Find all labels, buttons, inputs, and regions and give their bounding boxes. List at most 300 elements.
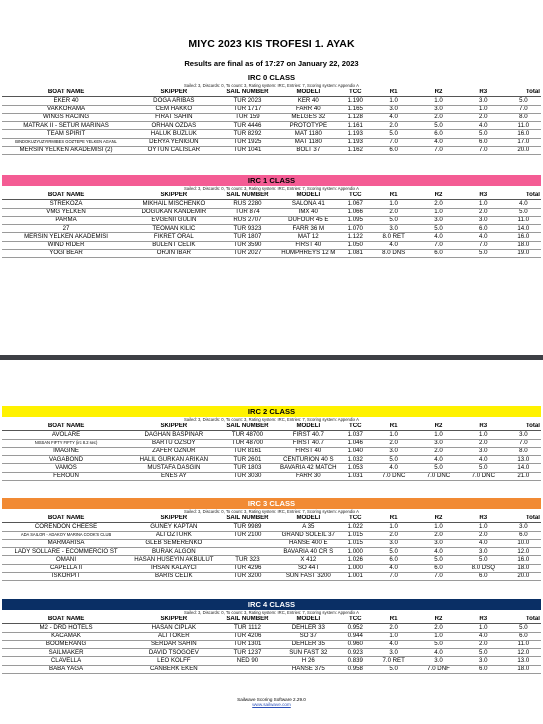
cell-r3: 6.0 [461, 573, 506, 581]
cell-r2: 1.0 [416, 523, 461, 531]
cell-skipper: BARIS CELIK [130, 573, 218, 581]
cell-r1: 7.0 [371, 138, 416, 146]
cell-tcc: 1.040 [339, 447, 371, 455]
cell-skipper: HASAN HUSEYIN AKBULUT [130, 556, 218, 564]
cell-total: 16.0 [506, 233, 541, 241]
cell-total: 7.0 [506, 439, 541, 447]
column-header-r1: R1 [371, 616, 416, 624]
cell-sail: TUR 1807 [218, 233, 278, 241]
cell-boat: LADY SOLLARE - ECOMMERCIO ST [2, 548, 130, 556]
cell-boat: PARMA [2, 216, 130, 224]
class-block-irc1 [2, 175, 541, 258]
cell-boat: VAMOS [2, 464, 130, 472]
cell-boat: MERSIN YELKEN AKADEMISI [2, 233, 130, 241]
table-row [2, 216, 541, 224]
column-header-tcc: TCC [339, 89, 371, 97]
cell-tcc: 1.066 [339, 208, 371, 216]
cell-tcc: 1.122 [339, 233, 371, 241]
table-row [2, 472, 541, 480]
cell-skipper: BARTU OZSOY [130, 439, 218, 447]
class-block-irc4 [2, 599, 541, 674]
cell-r3: 2.0 [461, 439, 506, 447]
cell-skipper: FIKRET ORAL [130, 233, 218, 241]
cell-r2: 4.0 [416, 456, 461, 464]
cell-sail: TUR 8161 [218, 447, 278, 455]
cell-sail: TUR 48700 [218, 439, 278, 447]
cell-tcc: 1.053 [339, 464, 371, 472]
cell-tcc: 1.026 [339, 556, 371, 564]
cell-boat: 27 [2, 225, 130, 233]
class-meta: Sailed: 3, Discards: 0, To count: 3, Rating system: IRC, Entries: 7, Scoring system: Appendix A [184, 186, 359, 191]
column-header-tcc: TCC [339, 423, 371, 431]
cell-model: DUFOUR 45 E [277, 216, 339, 224]
cell-sail: TUR 1112 [218, 624, 278, 632]
cell-r2: 2.0 [416, 113, 461, 121]
cell-boat: CORENDON CHEESE [2, 523, 130, 531]
column-header-total: Total [506, 89, 541, 97]
cell-tcc: 1.000 [339, 548, 371, 556]
cell-sail [218, 665, 278, 673]
results-table [2, 192, 541, 258]
cell-total: 13.0 [506, 456, 541, 464]
results-table [2, 89, 541, 155]
cell-tcc: 1.070 [339, 225, 371, 233]
cell-r1: 5.0 [371, 665, 416, 673]
cell-total: 7.0 [506, 105, 541, 113]
column-header-r1: R1 [371, 192, 416, 200]
cell-tcc: 1.022 [339, 523, 371, 531]
column-header-total: Total [506, 423, 541, 431]
cell-sail: NED 90 [218, 657, 278, 665]
cell-total: 16.0 [506, 130, 541, 138]
column-header-r2: R2 [416, 192, 461, 200]
cell-r1: 1.0 [371, 431, 416, 439]
class-block-irc3 [2, 498, 541, 581]
column-header-sail: SAIL NUMBER [218, 89, 278, 97]
column-header-r1: R1 [371, 89, 416, 97]
cell-boat: WIND RIDER [2, 241, 130, 249]
cell-skipper: HALIL GURKAN ARIKAN [130, 456, 218, 464]
cell-r1: 4.0 [371, 640, 416, 648]
cell-total: 6.0 [506, 531, 541, 539]
column-header-r2: R2 [416, 89, 461, 97]
cell-r1: 1.0 [371, 632, 416, 640]
column-header-r3: R3 [461, 515, 506, 523]
cell-r2: 7.0 [416, 241, 461, 249]
cell-sail: TUR 4206 [218, 632, 278, 640]
cell-r1: 5.0 [371, 456, 416, 464]
cell-skipper: GLEB SEMERENKO [130, 539, 218, 547]
table-row [2, 105, 541, 113]
cell-skipper: ORHAN OZDAS [130, 122, 218, 130]
cell-model: FARR 30 [277, 472, 339, 480]
cell-boat: YOGI BEAR [2, 250, 130, 258]
cell-total: 13.0 [506, 657, 541, 665]
cell-r2: 6.0 [416, 130, 461, 138]
column-header-boat: BOAT NAME [2, 89, 130, 97]
cell-r1: 1.0 [371, 97, 416, 105]
cell-model: MAT 12 [277, 233, 339, 241]
cell-tcc: 1.128 [339, 113, 371, 121]
cell-total: 6.0 [506, 632, 541, 640]
cell-sail: TUR 2023 [218, 97, 278, 105]
cell-model: SALONA 41 [277, 200, 339, 208]
cell-skipper: IHSAN KALAYCI [130, 564, 218, 572]
column-header-r1: R1 [371, 423, 416, 431]
table-row [2, 122, 541, 130]
cell-r1: 4.0 [371, 241, 416, 249]
cell-r2: 3.0 [416, 105, 461, 113]
cell-model: FIRST 40 [277, 447, 339, 455]
cell-skipper: DAVID TSOGOEV [130, 649, 218, 657]
cell-sail: TUR 2100 [218, 531, 278, 539]
cell-skipper: GUNEY KAPTAN [130, 523, 218, 531]
column-header-total: Total [506, 192, 541, 200]
cell-boat: CLAVELLA [2, 657, 130, 665]
cell-sail: TUR 2027 [218, 250, 278, 258]
cell-model: A 35 [277, 523, 339, 531]
cell-model: CENTURION 40 S [277, 456, 339, 464]
cell-boat: VAKKORAMA [2, 105, 130, 113]
cell-model: BAVARIA 40 CR S [277, 548, 339, 556]
cell-r3: 1.0 [461, 431, 506, 439]
table-row [2, 640, 541, 648]
cell-sail [218, 548, 278, 556]
cell-skipper: CEM HAKKO [130, 105, 218, 113]
cell-r1: 3.0 [371, 105, 416, 113]
table-header-row [2, 423, 541, 431]
table-row [2, 523, 541, 531]
column-header-sail: SAIL NUMBER [218, 515, 278, 523]
column-header-r2: R2 [416, 515, 461, 523]
cell-model: FIRST 40 [277, 241, 339, 249]
cell-skipper: SERDAR SAHIN [130, 640, 218, 648]
results-table [2, 423, 541, 481]
class-block-irc0 [2, 72, 541, 155]
cell-skipper: MIKHAIL MISCHENKO [130, 200, 218, 208]
cell-skipper: ZAFER OZNUR [130, 447, 218, 455]
cell-r2: 2.0 [416, 624, 461, 632]
cell-total: 3.0 [506, 431, 541, 439]
table-row [2, 147, 541, 155]
cell-r2: 5.0 [416, 556, 461, 564]
cell-model: HANSE 375 [277, 665, 339, 673]
cell-total: 12.0 [506, 649, 541, 657]
cell-r2: 2.0 [416, 531, 461, 539]
column-header-r3: R3 [461, 423, 506, 431]
table-header-row [2, 616, 541, 624]
cell-r2: 3.0 [416, 539, 461, 547]
cell-sail: TUR 9323 [218, 225, 278, 233]
cell-r1: 1.0 [371, 200, 416, 208]
class-header: IRC 1 CLASS [2, 175, 541, 186]
cell-tcc: 1.095 [339, 216, 371, 224]
table-row [2, 225, 541, 233]
cell-boat: IMAGINE [2, 447, 130, 455]
table-row [2, 456, 541, 464]
column-header-total: Total [506, 515, 541, 523]
table-row [2, 250, 541, 258]
cell-tcc: 1.193 [339, 130, 371, 138]
cell-boat: TEAM SPIRIT [2, 130, 130, 138]
cell-total: 18.0 [506, 564, 541, 572]
cell-tcc: 1.032 [339, 456, 371, 464]
cell-total: 18.0 [506, 241, 541, 249]
cell-r2: 1.0 [416, 431, 461, 439]
cell-r2: 5.0 [416, 464, 461, 472]
cell-model: IMX 40 [277, 208, 339, 216]
column-header-r3: R3 [461, 192, 506, 200]
cell-r3: 3.0 [461, 447, 506, 455]
column-header-tcc: TCC [339, 616, 371, 624]
cell-r2: 1.0 [416, 97, 461, 105]
cell-tcc: 1.193 [339, 138, 371, 146]
column-header-r3: R3 [461, 89, 506, 97]
results-table [2, 515, 541, 581]
cell-r1: 3.0 [371, 539, 416, 547]
cell-total: 5.0 [506, 97, 541, 105]
cell-sail: TUR 2601 [218, 456, 278, 464]
cell-r3: 3.0 [461, 657, 506, 665]
cell-model: BOLT 37 [277, 147, 339, 155]
cell-r3: 5.0 [461, 464, 506, 472]
cell-total: 3.0 [506, 523, 541, 531]
cell-tcc: 1.000 [339, 564, 371, 572]
column-header-r2: R2 [416, 616, 461, 624]
cell-r1: 4.0 [371, 113, 416, 121]
cell-r1: 7.0 RET [371, 657, 416, 665]
cell-r2: 7.0 [416, 573, 461, 581]
table-row [2, 657, 541, 665]
column-header-boat: BOAT NAME [2, 515, 130, 523]
cell-model: KER 40 [277, 97, 339, 105]
column-header-model: MODELI [277, 89, 339, 97]
cell-tcc: 1.046 [339, 439, 371, 447]
table-row [2, 564, 541, 572]
cell-r2: 6.0 [416, 564, 461, 572]
cell-r3: 6.0 [461, 665, 506, 673]
cell-model: H 26 [277, 657, 339, 665]
cell-sail: TUR 1717 [218, 105, 278, 113]
cell-model: FARR 36 M [277, 225, 339, 233]
cell-skipper: ALI TOKER [130, 632, 218, 640]
cell-r3: 1.0 [461, 523, 506, 531]
cell-model: HANSE 400 E [277, 539, 339, 547]
cell-r1: 4.0 [371, 564, 416, 572]
column-header-r2: R2 [416, 423, 461, 431]
cell-r2: 5.0 [416, 122, 461, 130]
cell-r1: 5.0 [371, 548, 416, 556]
cell-total: 11.0 [506, 640, 541, 648]
table-row [2, 632, 541, 640]
cell-sail: TUR 48700 [218, 431, 278, 439]
cell-r3: 4.0 [461, 539, 506, 547]
class-header: IRC 2 CLASS [2, 406, 541, 417]
column-header-tcc: TCC [339, 515, 371, 523]
cell-r1: 8.0 DNS [371, 250, 416, 258]
cell-model: MELGES 32 [277, 113, 339, 121]
cell-r2: 4.0 [416, 233, 461, 241]
column-header-r3: R3 [461, 616, 506, 624]
column-header-boat: BOAT NAME [2, 192, 130, 200]
cell-r2: 7.0 [416, 147, 461, 155]
cell-tcc: 0.960 [339, 640, 371, 648]
cell-r3: 4.0 [461, 632, 506, 640]
cell-r3: 2.0 [461, 208, 506, 216]
cell-boat: STREKOZA [2, 200, 130, 208]
cell-r2: 5.0 [416, 640, 461, 648]
cell-model: PROTOTYPE [277, 122, 339, 130]
cell-r3: 1.0 [461, 624, 506, 632]
cell-r2: 1.0 [416, 208, 461, 216]
cell-model: SUN FAST 3200 [277, 573, 339, 581]
table-row [2, 556, 541, 564]
table-row [2, 573, 541, 581]
table-row [2, 447, 541, 455]
cell-r2: 2.0 [416, 200, 461, 208]
cell-total: 20.0 [506, 147, 541, 155]
page-divider [0, 355, 543, 360]
cell-r2: 7.0 DNC [416, 472, 461, 480]
sailwave-link[interactable]: www.sailwave.com [252, 702, 291, 707]
footer [0, 697, 543, 707]
cell-boat: BABA YAGA [2, 665, 130, 673]
cell-sail: TUR 3030 [218, 472, 278, 480]
cell-skipper: DAGHAN BASPINAR [130, 431, 218, 439]
cell-boat: BOOMERANG [2, 640, 130, 648]
cell-r3: 4.0 [461, 456, 506, 464]
cell-skipper: BULENT CELIK [130, 241, 218, 249]
cell-r1: 1.0 [371, 523, 416, 531]
cell-boat: AVOLARE [2, 431, 130, 439]
software-credit: Sailwave Scoring Software 2.29.0 [237, 697, 306, 702]
column-header-model: MODELI [277, 515, 339, 523]
cell-skipper: ALI OZTURK [130, 531, 218, 539]
cell-r2: 4.0 [416, 138, 461, 146]
class-header: IRC 4 CLASS [2, 599, 541, 610]
cell-model: SUN FAST 32 [277, 649, 339, 657]
cell-r3: 2.0 [461, 640, 506, 648]
cell-tcc: 1.050 [339, 241, 371, 249]
cell-sail: TUR 1237 [218, 649, 278, 657]
cell-total: 5.0 [506, 208, 541, 216]
column-header-model: MODELI [277, 423, 339, 431]
cell-model: SO 44 I [277, 564, 339, 572]
cell-r2: 5.0 [416, 225, 461, 233]
cell-boat: MARMARISA [2, 539, 130, 547]
table-row [2, 200, 541, 208]
document-title: MIYC 2023 KIS TROFESI 1. AYAK [188, 38, 355, 50]
cell-r3: 4.0 [461, 122, 506, 130]
table-row [2, 241, 541, 249]
cell-r3: 6.0 [461, 138, 506, 146]
column-header-total: Total [506, 616, 541, 624]
cell-r1: 2.0 [371, 208, 416, 216]
cell-sail [218, 539, 278, 547]
cell-boat: MERSIN YELKEN AKADEMISI (2) [2, 147, 130, 155]
cell-boat: ADA SAILOR - ADAKOY MARINA COOK'S CLUB [2, 531, 130, 539]
cell-tcc: 0.944 [339, 632, 371, 640]
cell-tcc: 0.923 [339, 649, 371, 657]
cell-r1: 5.0 [371, 130, 416, 138]
cell-r3: 5.0 [461, 130, 506, 138]
cell-tcc: 1.037 [339, 431, 371, 439]
table-row [2, 138, 541, 146]
cell-boat: EKER 40 [2, 97, 130, 105]
cell-skipper: TEOMAN KILIC [130, 225, 218, 233]
cell-tcc: 1.190 [339, 97, 371, 105]
cell-skipper: ORJIN IBAR [130, 250, 218, 258]
cell-skipper: DOGA ARIBAS [130, 97, 218, 105]
cell-total: 16.0 [506, 556, 541, 564]
table-row [2, 130, 541, 138]
cell-r1: 8.0 RET [371, 233, 416, 241]
column-header-model: MODELI [277, 616, 339, 624]
cell-sail: TUR 1301 [218, 640, 278, 648]
class-meta: Sailed: 3, Discards: 0, To count: 3, Rating system: IRC, Entries: 7, Scoring system: Appendix A [184, 417, 359, 422]
column-header-skipper: SKIPPER [130, 89, 218, 97]
cell-boat: FEROUN [2, 472, 130, 480]
cell-r2: 3.0 [416, 439, 461, 447]
cell-boat: SAILMAKER [2, 649, 130, 657]
cell-sail: TUR 8292 [218, 130, 278, 138]
cell-r1: 2.0 [371, 122, 416, 130]
column-header-tcc: TCC [339, 192, 371, 200]
cell-boat: WINGS RACING [2, 113, 130, 121]
cell-skipper: DOGUKAN KANDEMIR [130, 208, 218, 216]
cell-model: HUMPHREYS 12 M [277, 250, 339, 258]
cell-total: 8.0 [506, 113, 541, 121]
cell-model: FIRST 40.7 [277, 431, 339, 439]
cell-boat: BINDOKUZYUZYIRMIBES GOZTEPE YELKEN AGANL [2, 138, 130, 146]
class-block-irc2 [2, 406, 541, 481]
table-header-row [2, 515, 541, 523]
column-header-sail: SAIL NUMBER [218, 423, 278, 431]
column-header-r1: R1 [371, 515, 416, 523]
cell-r1: 5.0 [371, 216, 416, 224]
cell-total: 4.0 [506, 200, 541, 208]
cell-boat: KACAMAK [2, 632, 130, 640]
document-subtitle: Results are final as of 17:27 on January 22, 2023 [184, 59, 359, 68]
cell-total: 18.0 [506, 665, 541, 673]
table-row [2, 113, 541, 121]
cell-tcc: 1.067 [339, 200, 371, 208]
cell-r3: 1.0 [461, 105, 506, 113]
cell-tcc: 1.015 [339, 539, 371, 547]
cell-tcc: 1.015 [339, 531, 371, 539]
class-meta: Sailed: 3, Discards: 0, To count: 3, Rating system: IRC, Entries: 7, Scoring system: Appendix A [184, 83, 359, 88]
cell-r1: 3.0 [371, 649, 416, 657]
class-meta: Sailed: 3, Discards: 0, To count: 3, Rating system: IRC, Entries: 7, Scoring system: Appendix A [184, 610, 359, 615]
cell-sail: RUS 2707 [218, 216, 278, 224]
class-header: IRC 0 CLASS [247, 73, 296, 82]
cell-tcc: 1.161 [339, 122, 371, 130]
column-header-skipper: SKIPPER [130, 616, 218, 624]
cell-r1: 4.0 [371, 464, 416, 472]
cell-boat: NISSAN FIFTY FIFTY (irc 8.2 sec) [2, 439, 130, 447]
cell-sail: TUR 4296 [218, 564, 278, 572]
table-row [2, 539, 541, 547]
cell-r3: 8.0 DSQ [461, 564, 506, 572]
cell-r2: 1.0 [416, 632, 461, 640]
cell-tcc: 1.165 [339, 105, 371, 113]
cell-model: FARR 40 [277, 105, 339, 113]
cell-r2: 3.0 [416, 216, 461, 224]
cell-tcc: 1.081 [339, 250, 371, 258]
cell-r3: 5.0 [461, 250, 506, 258]
table-row [2, 208, 541, 216]
cell-r3: 7.0 [461, 147, 506, 155]
